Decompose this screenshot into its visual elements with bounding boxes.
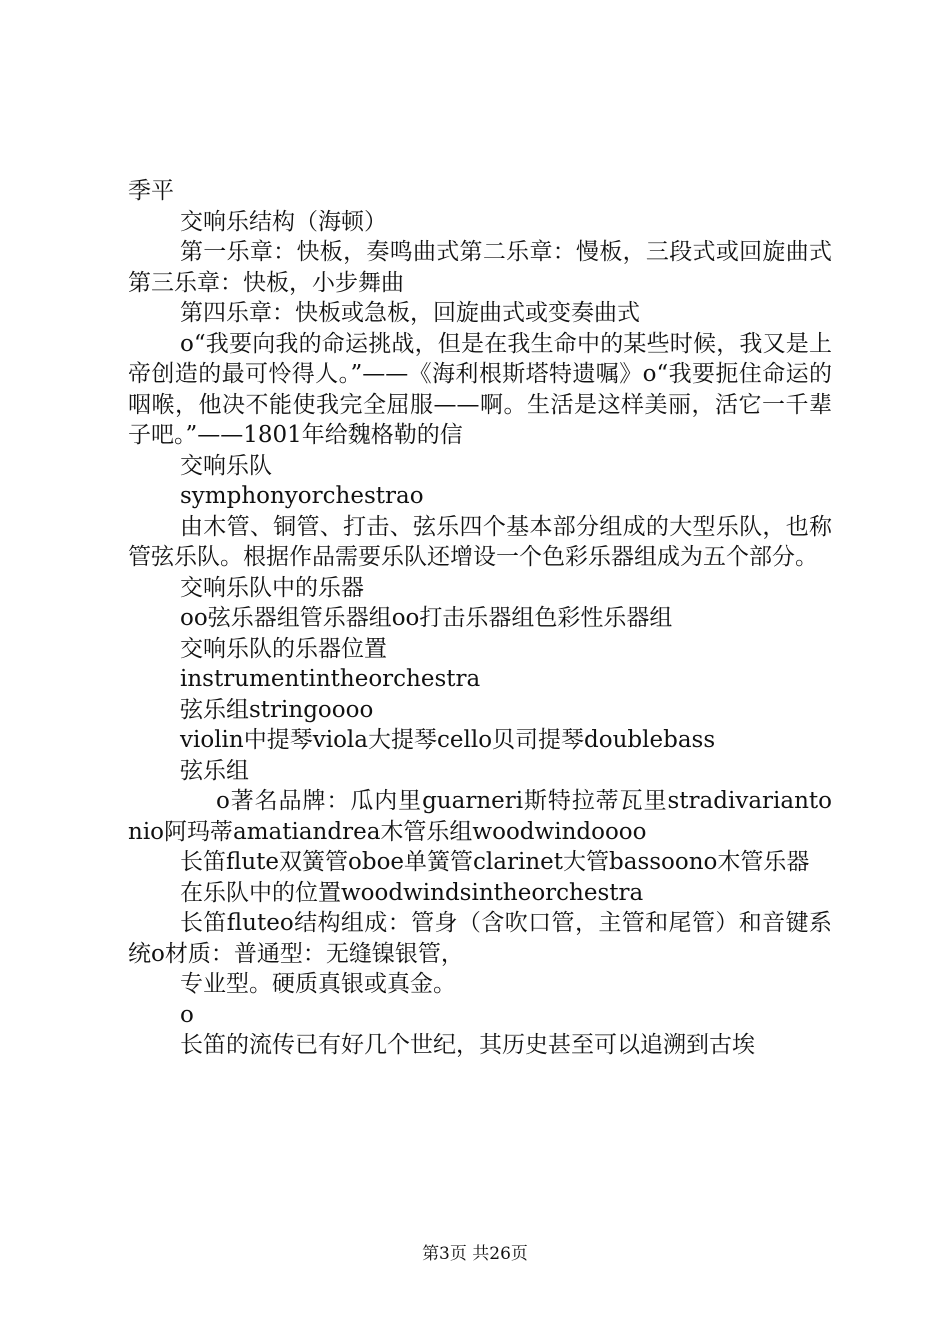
paragraph-flute-structure: 长笛fluteo结构组成：管身（含吹口管，主管和尾管）和音键系统o材质：普通型：无缝镍银管， bbox=[128, 910, 832, 967]
section-heading-symphony-structure: 交响乐结构（海顿） bbox=[180, 208, 387, 235]
section-heading-instrument-positions: 交响乐队的乐器位置 bbox=[180, 635, 387, 662]
paragraph-bullet: o bbox=[180, 1001, 194, 1028]
paragraph-flute-history: 长笛的流传已有好几个世纪，其历史甚至可以追溯到古埃 bbox=[180, 1032, 755, 1058]
paragraph-famous-brands: o著名品牌：瓜内里guarneri斯特拉蒂瓦里stradivariantonio阿玛蒂amatiandrea木管乐组woodwindoooo bbox=[128, 788, 832, 845]
author-line: 季平 bbox=[128, 178, 174, 204]
paragraph-movements: 第一乐章：快板，奏鸣曲式第二乐章：慢板，三段式或回旋曲式第三乐章：快板，小步舞曲 bbox=[128, 239, 832, 296]
paragraph-orchestra-description: 由木管、铜管、打击、弦乐四个基本部分组成的大型乐队，也称管弦乐队。根据作品需要乐队还增设一个色彩乐器组成为五个部分。 bbox=[128, 513, 832, 570]
paragraph-instrument-groups: oo弦乐器组管乐器组oo打击乐器组色彩性乐器组 bbox=[180, 605, 673, 631]
paragraph-string-group: 弦乐组stringoooo bbox=[180, 696, 374, 723]
paragraph-fourth-movement: 第四乐章：快板或急板，回旋曲式或变奏曲式 bbox=[180, 300, 640, 326]
paragraph-woodwind-position: 在乐队中的位置woodwindsintheorchestra bbox=[180, 879, 644, 906]
section-heading-orchestra: 交响乐队 bbox=[180, 452, 272, 479]
paragraph-beethoven-quotes: o“我要向我的命运挑战，但是在我生命中的某些时候，我又是上帝创造的最可怜得人。”——《海利根斯塔特遗嘱》o“我要扼住命运的咽喉，他决不能使我完全屈服——啊。生活是这样美丽，活它一千辈子吧。”——1801年给魏格勒的信 bbox=[128, 330, 832, 448]
paragraph-woodwind-instruments: 长笛flute双簧管oboe单簧管clarinet大管bassoono木管乐器 bbox=[180, 849, 810, 875]
paragraph-positions-english: instrumentintheorchestra bbox=[180, 666, 481, 692]
section-heading-instruments: 交响乐队中的乐器 bbox=[180, 574, 364, 601]
paragraph-flute-professional: 专业型。硬质真银或真金。 bbox=[180, 971, 456, 997]
paragraph-orchestra-english: symphonyorchestrao bbox=[180, 483, 424, 509]
section-heading-strings: 弦乐组 bbox=[180, 757, 249, 784]
page-footer: 第3页 共26页 bbox=[422, 1244, 528, 1264]
document-body bbox=[128, 176, 832, 1061]
paragraph-string-instruments: violin中提琴viola大提琴cello贝司提琴doublebass bbox=[180, 727, 716, 753]
